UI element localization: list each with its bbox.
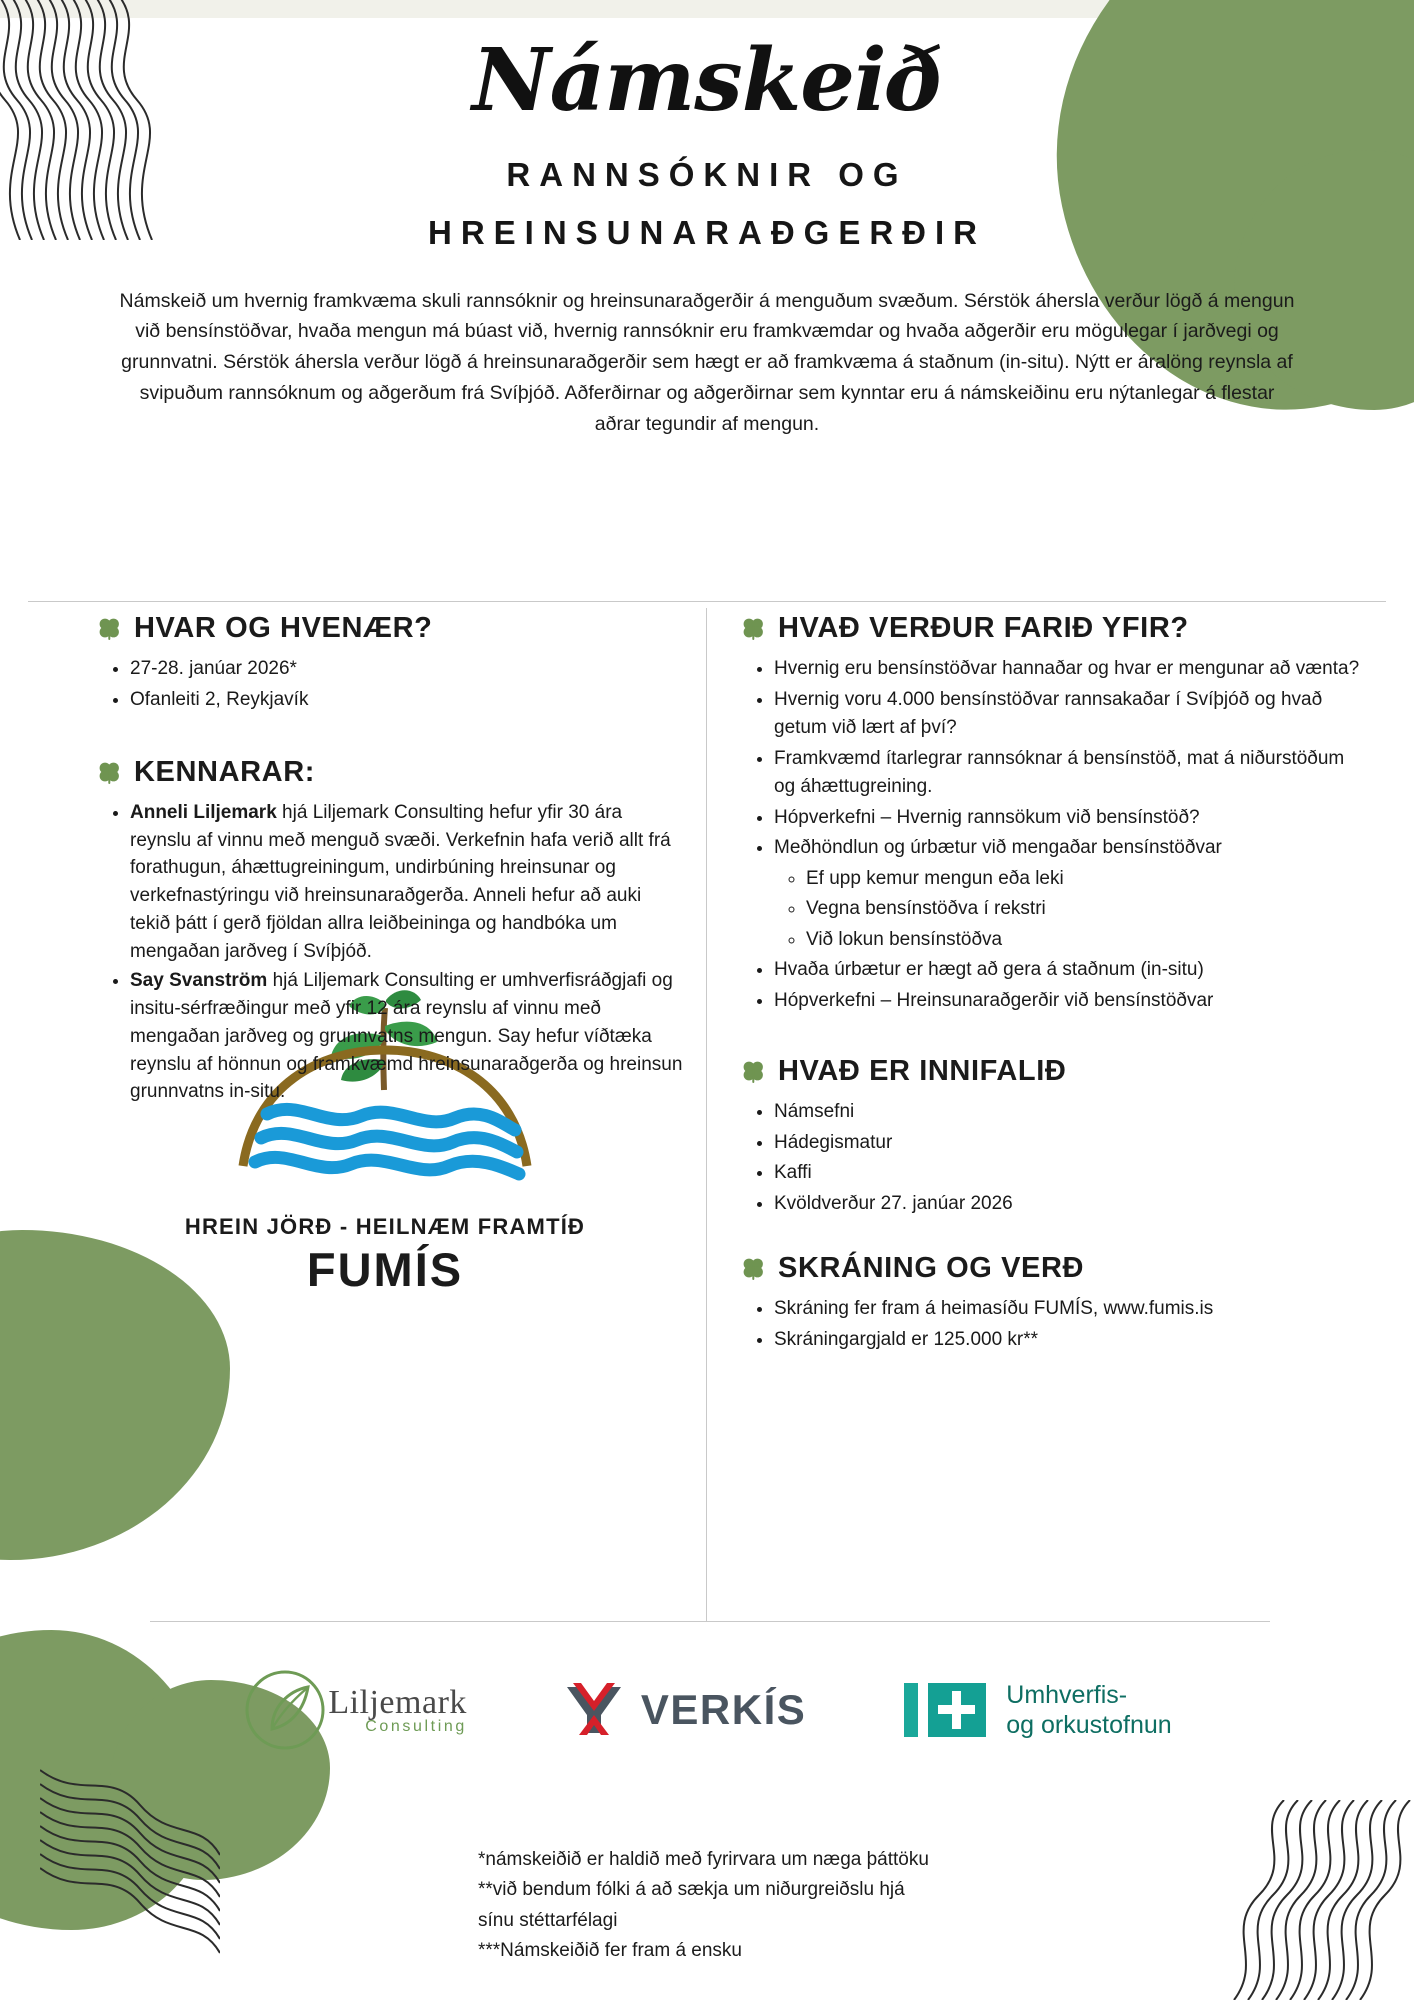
list-item: • 27-28. janúar 2026*: [130, 655, 686, 684]
registration-list: [740, 1295, 1360, 1354]
clover-icon: [96, 616, 122, 642]
teachers-list: [96, 799, 686, 1106]
section-where-when-heading: [96, 612, 686, 645]
list-item: • Hvaða úrbætur er hægt að gera á staðnum (in-situ): [774, 956, 1360, 985]
section-teachers-heading: [96, 756, 686, 789]
clover-icon: [96, 760, 122, 786]
right-column: [740, 612, 1360, 1356]
divider-horizontal-top: [28, 601, 1386, 602]
section-included-heading: [740, 1055, 1360, 1088]
intro-paragraph: Námskeið um hvernig framkvæma skuli rannsóknir og hreinsunaraðgerðir á menguðum svæðum. Sérstök áhersla verður lögð á mengun við bensínstöðvar, hvaða mengun má búast við, hvernig rannsóknir eru framkvæmdar og hvaða aðgerðir eru mögulegar í jarðvegi og grunnvatni. Sérstök áhersla verður lögð á hreinsunaraðgerðir sem hægt er að framkvæma á staðnum (in-situ). Nýtt er áralöng reynsla af svipuðum rannsóknum og aðgerðum frá Svíþjóð. Aðferðirnar og aðgerðirnar sem kynntar eru á námskeiðinu eru nýtanlegar á flestar aðrar tegundir af mengun.: [119, 289, 1295, 435]
included-list: [740, 1098, 1360, 1218]
divider-vertical: [706, 608, 707, 1621]
page-subtitle-line2: HREINSUNARAÐGERÐIR: [427, 213, 987, 251]
where-when-list: [96, 655, 686, 714]
section-registration-title: SKRÁNING OG VERÐ: [778, 1252, 1085, 1284]
wave-texture-bottom-right: [1224, 1800, 1414, 2000]
list-item: • Hvernig voru 4.000 bensínstöðvar rannsakaðar í Svíþjóð og hvað getum við lært af því?: [774, 686, 1360, 743]
partner-verkis: [563, 1681, 806, 1739]
list-item: • Hópverkefni – Hreinsunaraðgerðir við bensínstöðvar: [774, 987, 1360, 1016]
page-subtitle: [182, 146, 1232, 262]
verkis-mark-icon: [563, 1681, 625, 1739]
list-item: • Hópverkefni – Hvernig rannsökum við bensínstöð?: [774, 804, 1360, 833]
umhverfis-line1: Umhverfis-: [1006, 1680, 1128, 1709]
list-item: ◦ Við lokun bensínstöðva: [806, 926, 1360, 955]
clover-icon: [740, 1256, 766, 1282]
page-title: Námskeið: [471, 30, 943, 131]
list-item: • Ofanleiti 2, Reykjavík: [130, 686, 686, 715]
list-item: • Hvernig eru bensínstöðvar hannaðar og hvar er mengunar að vænta?: [774, 655, 1360, 684]
umhverfis-line2: og orkustofnun: [1006, 1711, 1172, 1739]
left-column: [96, 612, 686, 1108]
list-item: • Kaffi: [774, 1159, 1360, 1188]
liljemark-name: Liljemark: [328, 1684, 467, 1721]
teacher-name: Say Svanström: [130, 970, 268, 992]
list-item: [130, 967, 686, 1106]
footnote-line: *námskeiðið er haldið með fyrirvara um næga þáttöku: [478, 1849, 929, 1870]
poster-header: [0, 0, 1414, 439]
verkis-name: VERKÍS: [640, 1686, 807, 1733]
content-overview-sublist: [774, 865, 1360, 955]
list-item: • Hádegismatur: [774, 1129, 1360, 1158]
partner-umhverfis: [902, 1679, 1171, 1741]
content-overview-list: [740, 655, 1360, 1015]
umhverfis-text: [1006, 1680, 1171, 1741]
leaf-circle-icon: [242, 1667, 328, 1753]
list-item: • Kvöldverður 27. janúar 2026: [774, 1190, 1360, 1219]
list-item: • Meðhöndlun og úrbætur við mengaðar bensínstöðvar: [774, 834, 1360, 863]
liljemark-subtitle: Consulting: [365, 1718, 467, 1735]
list-item: ◦ Vegna bensínstöðva í rekstri: [806, 895, 1360, 924]
umhverfis-mark-icon: [902, 1679, 988, 1741]
partner-logos: [0, 1650, 1414, 1770]
footnote-line: sínu stéttarfélagi: [478, 1909, 618, 1931]
liljemark-text: [328, 1684, 467, 1736]
teacher-bio: hjá Liljemark Consulting hefur yfir 30 ára reynslu af vinnu með menguð svæði. Verkefnin hafa verið allt frá forathugun, áhættugreiningum, undirbúning hreinsunar og verkefnastýringu við hreinsunaraðgerða. Anneli hefur að auki tekið þátt í gerð fjöldan allra leiðbeininga og handbóka um mengaðan jarðveg í Svíþjóð.: [130, 802, 671, 962]
teacher-bio: hjá Liljemark Consulting er umhverfisráðgjafi og insitu-sérfræðingur með yfir 12 ára reynslu af vinnu með mengaðan jarðveg og grunnvatns mengun. Say hefur víðtæka reynslu af hönnun og framkvæmd hreinsunaraðgerða og hreinsun grunnvatns in-situ.: [130, 970, 683, 1103]
list-item: • Námsefni: [774, 1098, 1360, 1127]
fumis-tagline: HREIN JÖRÐ - HEILNÆM FRAMTÍÐ: [184, 1214, 586, 1239]
page-subtitle-line1: RANNSÓKNIR OG: [506, 156, 908, 193]
section-registration-heading: [740, 1252, 1360, 1285]
footnotes: [478, 1845, 929, 1967]
section-content-title: HVAÐ VERÐUR FARIÐ YFIR?: [778, 612, 1189, 644]
section-content-heading: [740, 612, 1360, 645]
footnote-line: **við bendum fólki á að sækja um niðurgreiðslu hjá: [478, 1879, 905, 1901]
footnote-line: ***Námskeiðið fer fram á ensku: [478, 1940, 742, 1962]
clover-icon: [740, 1059, 766, 1085]
section-included-title: HVAÐ ER INNIFALIÐ: [778, 1055, 1067, 1087]
divider-horizontal-bottom: [150, 1621, 1270, 1622]
list-item: ◦ Ef upp kemur mengun eða leki: [806, 865, 1360, 894]
teacher-name: Anneli Liljemark: [130, 802, 277, 823]
list-item: • Framkvæmd ítarlegrar rannsóknar á bensínstöð, mat á niðurstöðum og áhættugreining.: [774, 745, 1360, 802]
list-item: • Skráning fer fram á heimasíðu FUMÍS, www.fumis.is: [774, 1295, 1360, 1324]
partner-liljemark: [242, 1667, 467, 1753]
section-teachers-title: KENNARAR:: [134, 756, 316, 788]
section-where-when-title: HVAR OG HVENÆR?: [134, 612, 433, 644]
list-item: [130, 799, 686, 965]
list-item: • Skráningargjald er 125.000 kr**: [774, 1326, 1360, 1355]
fumis-wordmark: FUMÍS: [306, 1243, 464, 1296]
clover-icon: [740, 616, 766, 642]
